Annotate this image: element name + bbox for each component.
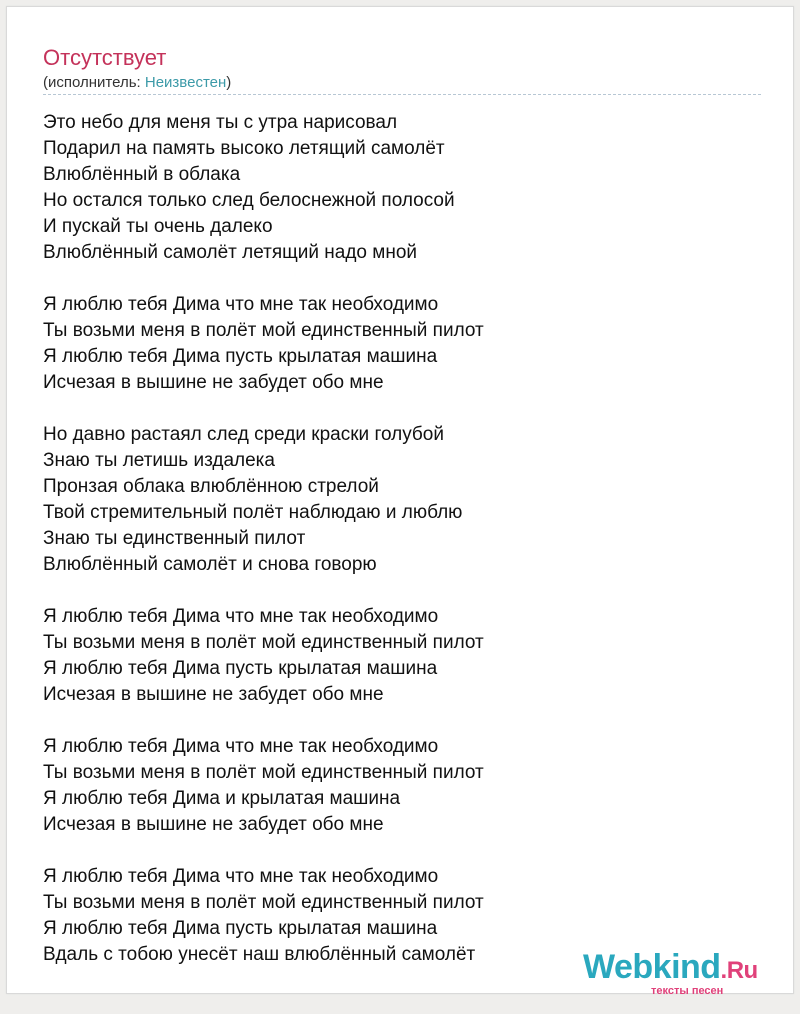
lyric-line: Влюблённый в облака: [43, 164, 241, 185]
lyric-line: Ты возьми меня в полёт мой единственный пилот: [43, 320, 484, 341]
lyric-line: Пронзая облака влюблённою стрелой: [43, 476, 379, 497]
lyric-line: И пускай ты очень далеко: [43, 216, 273, 237]
lyric-line: Знаю ты летишь издалека: [43, 450, 275, 471]
lyrics-card: [6, 6, 794, 997]
stanza: [43, 604, 763, 708]
lyric-line: Исчезая в вышине не забудет обо мне: [43, 372, 384, 393]
lyric-line: Исчезая в вышине не забудет обо мне: [43, 684, 384, 705]
lyric-line: Ты возьми меня в полёт мой единственный пилот: [43, 632, 484, 653]
artist-suffix: ): [226, 74, 232, 91]
stanza: [43, 292, 763, 396]
lyric-line: Я люблю тебя Дима и крылатая машина: [43, 788, 401, 809]
lyric-line: Я люблю тебя Дима пусть крылатая машина: [43, 918, 438, 939]
lyrics-body: [43, 110, 763, 994]
lyric-line: Влюблённый самолёт и снова говорю: [43, 554, 377, 575]
logo-name: Webkind: [583, 948, 721, 986]
lyric-line: Знаю ты единственный пилот: [43, 528, 306, 549]
logo-tld: .Ru: [720, 957, 758, 984]
lyric-line: Я люблю тебя Дима что мне так необходимо: [43, 866, 439, 887]
lyric-line: Я люблю тебя Дима что мне так необходимо: [43, 606, 439, 627]
lyric-line: Это небо для меня ты с утра нарисовал: [43, 112, 398, 133]
lyric-line: Ты возьми меня в полёт мой единственный пилот: [43, 892, 484, 913]
lyric-line: Я люблю тебя Дима что мне так необходимо: [43, 736, 439, 757]
lyric-line: Подарил на память высоко летящий самолёт: [43, 138, 445, 159]
lyric-line: Я люблю тебя Дима пусть крылатая машина: [43, 658, 438, 679]
lyric-line: Ты возьми меня в полёт мой единственный пилот: [43, 762, 484, 783]
lyric-line: Влюблённый самолёт летящий надо мной: [43, 242, 418, 263]
lyric-line: Я люблю тебя Дима что мне так необходимо: [43, 294, 439, 315]
lyric-line: Но остался только след белоснежной полосой: [43, 190, 455, 211]
artist-prefix: (исполнитель:: [43, 74, 145, 91]
stanza: [43, 422, 763, 578]
lyric-line: Я люблю тебя Дима пусть крылатая машина: [43, 346, 438, 367]
lyric-line: Твой стремительный полёт наблюдаю и люблю: [43, 502, 463, 523]
site-logo[interactable]: [583, 947, 773, 999]
logo-subtitle: тексты песен: [651, 985, 724, 997]
header-divider: [43, 94, 761, 95]
lyric-line: Вдаль с тобою унесёт наш влюблённый самолёт: [43, 944, 476, 965]
stanza: [43, 734, 763, 838]
artist-line: [43, 74, 231, 92]
artist-link[interactable]: Неизвестен: [144, 74, 227, 91]
song-title: Отсутствует: [43, 45, 167, 70]
lyric-line: Исчезая в вышине не забудет обо мне: [43, 814, 384, 835]
lyric-line: Но давно растаял след среди краски голубой: [43, 424, 444, 445]
stanza: [43, 110, 763, 266]
